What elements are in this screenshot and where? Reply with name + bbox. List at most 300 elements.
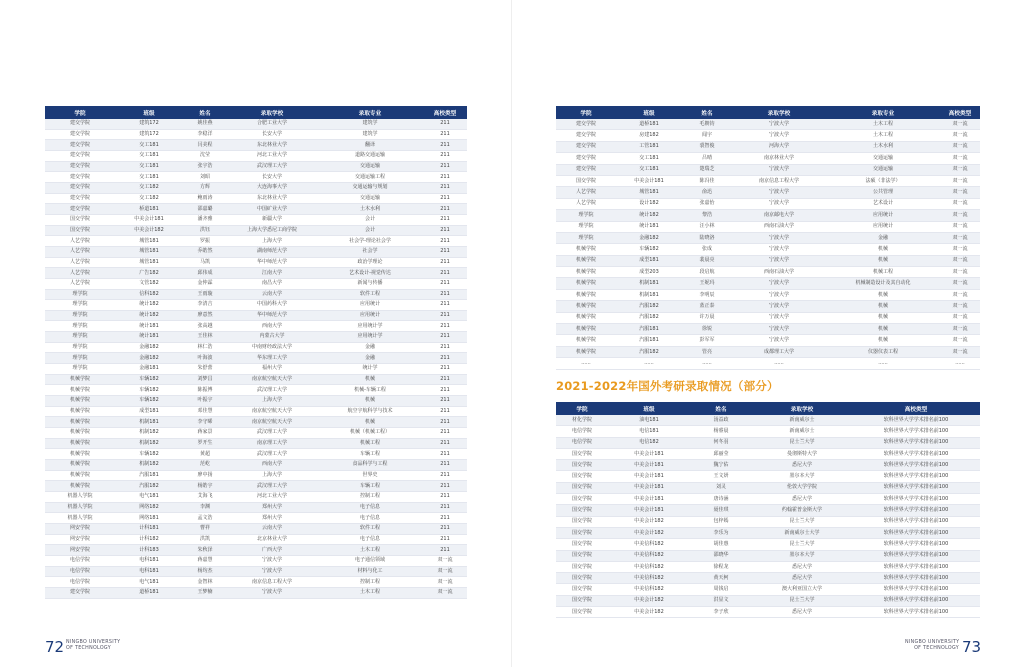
table-cell: 金融181 (115, 364, 183, 375)
table-cell: 机械 (826, 324, 940, 335)
table-row (45, 257, 467, 268)
table-row (556, 210, 980, 221)
table-cell: 会计 (317, 214, 423, 225)
table-cell: 软科世界大学学术排名前100 (852, 527, 980, 538)
table-cell: 软科世界大学学术排名前100 (852, 460, 980, 471)
table-cell: 金融182 (616, 232, 682, 243)
table-cell: 双一流 (940, 267, 980, 278)
table-cell: 中美信科182 (608, 539, 690, 550)
table-cell: 土木工程 (826, 119, 940, 130)
table-cell: 应用统计 (826, 210, 940, 221)
table-cell: 刘灵 (690, 482, 752, 493)
table-cell: 黄超 (183, 449, 227, 460)
table-cell: 应用统计 (317, 300, 423, 311)
table-row (556, 573, 980, 584)
table-cell: 南京航空航天大学 (227, 406, 317, 417)
table-cell: 双一流 (940, 119, 980, 130)
table-cell: 内蒙古大学 (227, 332, 317, 343)
table-cell: 南京信息工程大学 (732, 175, 826, 186)
table-cell: 应用统计 (826, 221, 940, 232)
table-cell: 公共管理 (826, 187, 940, 198)
table-cell: 宁波大学 (227, 587, 317, 598)
table-cell: 软科世界大学学术排名前100 (852, 607, 980, 618)
table-row (556, 471, 980, 482)
table-cell: 段启航 (682, 267, 732, 278)
table-cell: 机械学院 (556, 255, 616, 266)
table-cell: 宁波大学 (732, 335, 826, 346)
table-cell: 南昌大学 (227, 278, 317, 289)
table-cell: 国交学院 (556, 448, 608, 459)
table-cell: 211 (423, 119, 467, 129)
table-cell: 信科182 (115, 289, 183, 300)
table-row (45, 385, 467, 396)
column-header: 学院 (45, 106, 115, 119)
table-cell: 软科世界大学学术排名前100 (852, 573, 980, 584)
table-cell: 211 (423, 321, 467, 332)
table-cell: 中美会计181 (608, 471, 690, 482)
table-row (556, 141, 980, 152)
table-cell: 车辆182 (115, 449, 183, 460)
table-row (45, 587, 467, 598)
table-cell: 机械（机械工程） (317, 428, 423, 439)
table-cell: 电信182 (608, 437, 690, 448)
table-cell: 双一流 (940, 187, 980, 198)
table-cell: 张宇浩 (183, 161, 227, 172)
table-cell: 昆士兰大学 (752, 539, 852, 550)
table-row (556, 232, 980, 243)
table-cell: 墨尔本大学 (752, 471, 852, 482)
table-cell: 约翰霍普金斯大学 (752, 505, 852, 516)
table-cell: 法硕（非法学） (826, 175, 940, 186)
table-cell: 叶海波 (183, 353, 227, 364)
table-cell: 河海大学 (732, 141, 826, 152)
table-cell: 杨均杰 (183, 566, 227, 577)
table-cell: 211 (423, 278, 467, 289)
table-cell: 汽服181 (616, 324, 682, 335)
column-header: 姓名 (690, 402, 752, 415)
table-cell: 王妮玛 (682, 278, 732, 289)
table-cell: 理学院 (556, 221, 616, 232)
table-cell: 人艺学院 (556, 198, 616, 209)
table-cell: 交工181 (616, 153, 682, 164)
table-cell: 新疆大学 (227, 214, 317, 225)
table-row (556, 312, 980, 323)
table-cell: 宁波大学 (732, 187, 826, 198)
table-row (45, 470, 467, 481)
table-cell: 车辆182 (115, 396, 183, 407)
table-cell: 机械工程 (826, 267, 940, 278)
table-cell: 成型181 (616, 255, 682, 266)
table-cell: 国交学院 (556, 550, 608, 561)
table-cell: 机械学院 (556, 312, 616, 323)
table-cell: 国交学院 (556, 573, 608, 584)
table-cell: 机械学院 (45, 449, 115, 460)
table-cell: 金融182 (115, 353, 183, 364)
table-cell: 电信学院 (45, 555, 115, 566)
table-cell: 西南大学 (227, 321, 317, 332)
table-cell: 宁波大学 (732, 324, 826, 335)
table-row (45, 172, 467, 183)
table-cell: 双一流 (940, 210, 980, 221)
table-cell: 东北林业大学 (227, 140, 317, 151)
table-cell: 陈冯佳 (682, 175, 732, 186)
table-cell: 机械 (317, 374, 423, 385)
column-header: 班级 (608, 402, 690, 415)
table-cell: 机械 (317, 417, 423, 428)
table-cell: 张嘉怡 (682, 198, 732, 209)
table-cell: 桥道181 (115, 204, 183, 215)
table-cell: 土木工程 (826, 130, 940, 141)
column-header: 录取学校 (732, 106, 826, 119)
table-cell: 国交学院 (556, 471, 608, 482)
table-cell: 广西大学 (227, 545, 317, 556)
table-row (556, 346, 980, 357)
table-row (556, 607, 980, 618)
table-cell: 设计182 (616, 198, 682, 209)
table-row (45, 161, 467, 172)
table-cell: 国交学院 (556, 539, 608, 550)
university-line-1: NINGBO UNIVERSITY (905, 640, 960, 645)
table-cell: 软科世界大学学术排名前100 (852, 494, 980, 505)
page-spine (511, 0, 512, 667)
table-cell: 艺术设计-视觉传达 (317, 268, 423, 279)
table-row (45, 353, 467, 364)
table-cell: 软科世界大学学术排名前100 (852, 550, 980, 561)
table-cell: 金融 (826, 232, 940, 243)
table-cell: 软科世界大学学术排名前100 (852, 415, 980, 426)
table-cell: 李渊 (183, 502, 227, 513)
table-cell: 双一流 (940, 175, 980, 186)
table-cell: 211 (423, 513, 467, 524)
table-cell: 毛朝钧 (682, 119, 732, 130)
table-cell: 211 (423, 257, 467, 268)
table-row (45, 119, 467, 129)
table-cell: 双一流 (940, 278, 980, 289)
table-row (45, 225, 467, 236)
table-cell: 蒋家景 (183, 428, 227, 439)
table-cell: 211 (423, 460, 467, 471)
table-cell: 软科世界大学学术排名前100 (852, 426, 980, 437)
table-cell: 油电181 (608, 415, 690, 426)
table-cell: 211 (423, 385, 467, 396)
table-cell: 闫美程 (183, 140, 227, 151)
table-row (556, 527, 980, 538)
table-cell: 城管181 (115, 257, 183, 268)
table-cell: 建交学院 (556, 141, 616, 152)
table-cell: 211 (423, 534, 467, 545)
table-cell: 建交学院 (45, 172, 115, 183)
table-cell: 北京林业大学 (227, 534, 317, 545)
table-cell: 机制181 (616, 278, 682, 289)
table-cell: 南京信息工程大学 (227, 577, 317, 588)
table-cell: 邱伟成 (183, 268, 227, 279)
table-cell: 电信学院 (556, 437, 608, 448)
page-number-left: 72 (45, 638, 65, 656)
table-cell: 罗振 (183, 236, 227, 247)
table-cell: 邱丽莹 (690, 448, 752, 459)
table-cell: 电气181 (115, 577, 183, 588)
table-cell: 王梦楠 (183, 587, 227, 598)
table-cell: 吕晴 (682, 153, 732, 164)
table-cell: 云南大学 (227, 289, 317, 300)
table-cell: 计科181 (115, 523, 183, 534)
table-cell: 交工181 (115, 161, 183, 172)
table-cell: 211 (423, 523, 467, 534)
table-cell: 建交学院 (45, 204, 115, 215)
table-cell: 中美会计182 (608, 607, 690, 618)
table-row (556, 255, 980, 266)
table-row (556, 187, 980, 198)
table-row (556, 415, 980, 426)
table-cell: 道路交通运输 (317, 150, 423, 161)
table-cell: 软科世界大学学术排名前100 (852, 505, 980, 516)
table-cell: 网络182 (115, 502, 183, 513)
table-cell: 翻译 (317, 140, 423, 151)
table-cell: 墨尔本大学 (752, 550, 852, 561)
table-cell: 孟文浩 (183, 513, 227, 524)
table-cell: 徐程龙 (690, 561, 752, 572)
table-cell: 控制工程 (317, 577, 423, 588)
table-cell: 郑州大学 (227, 502, 317, 513)
table-cell: 211 (423, 300, 467, 311)
column-header: 班级 (616, 106, 682, 119)
column-header: 高校类型 (940, 106, 980, 119)
table-cell: 城管181 (115, 246, 183, 257)
table-cell: 网安学院 (45, 534, 115, 545)
table-cell: 应用统计 (317, 310, 423, 321)
foreign-admission-table (556, 402, 980, 618)
table-cell: 应用统计学 (317, 321, 423, 332)
table-cell: 机械学院 (45, 460, 115, 471)
university-name-left (66, 640, 120, 652)
table-cell: 机械制造设计及其自动化 (826, 278, 940, 289)
table-cell: 乔皓然 (183, 246, 227, 257)
table-cell: 周钱启 (690, 584, 752, 595)
table-cell: 软科世界大学学术排名前100 (852, 516, 980, 527)
table-cell: 邵晓华 (690, 550, 752, 561)
table-row (556, 561, 980, 572)
table-cell: 胡佳惠 (690, 539, 752, 550)
table-cell: 统计182 (115, 310, 183, 321)
column-header: 录取学校 (227, 106, 317, 119)
column-header: 学院 (556, 402, 608, 415)
table-row (556, 119, 980, 130)
table-cell: 昆士兰大学 (752, 595, 852, 606)
table-cell: 双一流 (940, 346, 980, 357)
table-cell: 俞迅 (682, 187, 732, 198)
table-cell: 统计学 (317, 364, 423, 375)
table-cell: 电信学院 (556, 426, 608, 437)
table-cell: 宁波大学 (732, 232, 826, 243)
table-cell: 上海大学 (227, 396, 317, 407)
table-cell: 楚瑞芝 (682, 164, 732, 175)
table-cell: 南京邮电大学 (732, 210, 826, 221)
table-cell: 邵嘉璐 (183, 204, 227, 215)
table-cell: 陈振博 (183, 385, 227, 396)
table-cell: 电科181 (115, 566, 183, 577)
table-cell: 211 (423, 332, 467, 343)
table-row (556, 482, 980, 493)
table-cell: 中南财经政法大学 (227, 342, 317, 353)
table-cell: 西南石油大学 (732, 267, 826, 278)
table-cell: 软科世界大学学术排名前100 (852, 584, 980, 595)
table-cell: 土木工程 (317, 587, 423, 598)
table-row (556, 164, 980, 175)
table-cell: 211 (423, 545, 467, 556)
table-row (556, 324, 980, 335)
table-cell: 机械-车辆工程 (317, 385, 423, 396)
table-cell: 社会学-理论社会学 (317, 236, 423, 247)
table-cell: 宁波大学 (732, 312, 826, 323)
table-cell: 软件工程 (317, 523, 423, 534)
table-cell: 李守晞 (183, 417, 227, 428)
table-cell: 蒋嘉慧 (183, 555, 227, 566)
table-cell: 成都理工大学 (732, 346, 826, 357)
table-row (45, 236, 467, 247)
table-cell: 张高越 (183, 321, 227, 332)
table-cell: 华东理工大学 (227, 353, 317, 364)
table-row (556, 289, 980, 300)
table-cell: 双一流 (940, 141, 980, 152)
table-cell: 长安大学 (227, 172, 317, 183)
table-cell: 双一流 (423, 555, 467, 566)
table-cell: 土木工程 (317, 545, 423, 556)
table-cell: 211 (423, 406, 467, 417)
table-cell: 网络181 (115, 513, 183, 524)
table-cell: 金仲霖 (183, 278, 227, 289)
table-cell: 杨皓宇 (183, 481, 227, 492)
table-row (45, 268, 467, 279)
table-cell: ...... (616, 358, 682, 369)
table-cell: 建交学院 (45, 129, 115, 140)
table-cell: 刘昭 (183, 172, 227, 183)
table-cell: 曹祥 (183, 523, 227, 534)
table-cell: 艾海飞 (183, 491, 227, 502)
table-cell: 国交学院 (556, 527, 608, 538)
table-cell: 机械 (826, 301, 940, 312)
table-cell: 国交学院 (556, 505, 608, 516)
table-cell: 理学院 (45, 300, 115, 311)
table-cell: 西南石油大学 (732, 221, 826, 232)
table-cell: 鲍雨涛 (183, 193, 227, 204)
table-row (556, 584, 980, 595)
table-cell: 上海大学 (227, 236, 317, 247)
table-row (556, 358, 980, 369)
table-cell: 汽服182 (616, 346, 682, 357)
table-row (45, 204, 467, 215)
table-cell: 上海大学 (227, 470, 317, 481)
column-header: 高校类型 (852, 402, 980, 415)
table-cell: 双一流 (423, 566, 467, 577)
table-row (45, 193, 467, 204)
table-cell: 南京理工大学 (227, 438, 317, 449)
table-cell: 双一流 (940, 301, 980, 312)
table-cell: 广告182 (115, 268, 183, 279)
table-cell: 金融 (317, 342, 423, 353)
table-row (45, 481, 467, 492)
table-cell: 统计181 (616, 221, 682, 232)
table-cell: 电子信息 (317, 513, 423, 524)
table-cell: 双一流 (940, 335, 980, 346)
table-cell: 双一流 (940, 244, 980, 255)
column-header: 录取专业 (317, 106, 423, 119)
table-cell: 新南威尔士 (752, 415, 852, 426)
table-cell: 航空宇航科学与技术 (317, 406, 423, 417)
table-cell: 会计 (317, 225, 423, 236)
table-cell: 刘梦昌 (183, 374, 227, 385)
table-cell: 211 (423, 150, 467, 161)
table-cell: 车辆182 (115, 374, 183, 385)
table-cell: 城管181 (616, 187, 682, 198)
table-row (45, 364, 467, 375)
table-cell: 统计181 (115, 332, 183, 343)
table-cell: 东北林业大学 (227, 193, 317, 204)
table-row (45, 289, 467, 300)
table-cell: 机械 (317, 396, 423, 407)
table-row (45, 182, 467, 193)
table-cell: 中美信科182 (608, 561, 690, 572)
column-header: 录取学校 (752, 402, 852, 415)
table-cell: 软科世界大学学术排名前100 (852, 448, 980, 459)
table-cell: 国交学院 (556, 482, 608, 493)
table-row (556, 335, 980, 346)
table-cell: 交通运输 (826, 153, 940, 164)
table-cell: 机械工程 (317, 438, 423, 449)
table-cell: 新南威尔士 (752, 426, 852, 437)
table-cell: 廖中扬 (183, 470, 227, 481)
table-row (45, 555, 467, 566)
table-cell: 机械学院 (45, 438, 115, 449)
table-cell: 211 (423, 161, 467, 172)
table-cell: 机械学院 (556, 301, 616, 312)
table-cell: 车辆182 (115, 385, 183, 396)
table-cell: 双一流 (940, 255, 980, 266)
table-cell: 金融182 (115, 342, 183, 353)
table-cell: 应用统计学 (317, 332, 423, 343)
table-cell: 悉尼大学 (752, 460, 852, 471)
table-cell: 中美会计181 (608, 494, 690, 505)
table-cell: 车辆工程 (317, 481, 423, 492)
table-cell: 唐诗涵 (690, 494, 752, 505)
table-row (556, 494, 980, 505)
table-cell: ...... (556, 358, 616, 369)
table-cell: 211 (423, 502, 467, 513)
table-cell: 艺术设计 (826, 198, 940, 209)
table-cell: 宁波大学 (732, 255, 826, 266)
table-cell: 南京航空航天大学 (227, 417, 317, 428)
table-cell: 统计182 (115, 300, 183, 311)
table-cell: 中美会计181 (608, 505, 690, 516)
table-cell: ...... (732, 358, 826, 369)
table-row (45, 150, 467, 161)
table-cell: 蓝正泰 (682, 301, 732, 312)
table-cell: 211 (423, 396, 467, 407)
table-cell: 软件工程 (317, 289, 423, 300)
table-cell: 李乐为 (690, 527, 752, 538)
table-cell: 宁波大学 (732, 130, 826, 141)
table-cell: 机械 (826, 312, 940, 323)
table-cell: 宁波大学 (732, 164, 826, 175)
table-row (556, 198, 980, 209)
table-row (45, 428, 467, 439)
table-cell: 武汉理工大学 (227, 161, 317, 172)
table-row (45, 129, 467, 140)
table-cell: 211 (423, 268, 467, 279)
table-cell: 机械 (826, 244, 940, 255)
table-cell: 211 (423, 364, 467, 375)
table-cell: 闻宇 (682, 130, 732, 141)
table-cell: 中美会计181 (115, 214, 183, 225)
